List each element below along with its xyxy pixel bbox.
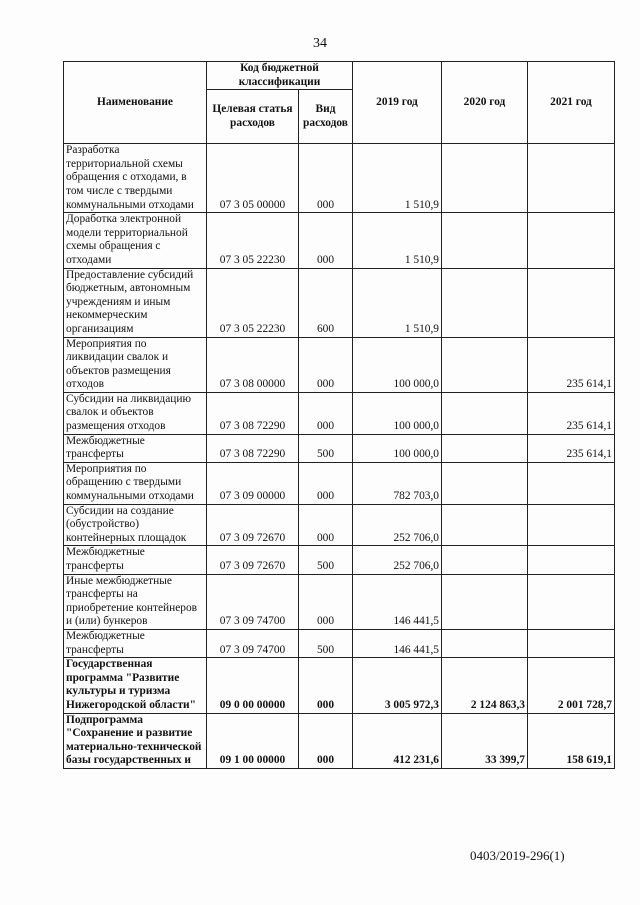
row-name-cell: Субсидии на ликвидацию свалок и объектов размещения отходов (64, 392, 207, 434)
row-name-cell: Межбюджетные трансферты (64, 629, 207, 657)
table-row (64, 629, 615, 657)
row-expense-type-cell: 500 (299, 546, 353, 574)
page-number: 34 (313, 36, 327, 51)
row-2019-cell: 1 510,9 (353, 213, 442, 268)
budget-table-body (64, 144, 615, 769)
row-2021-cell (528, 462, 615, 504)
header-year-2020: 2020 год (442, 62, 528, 144)
row-2020-cell: 33 399,7 (442, 713, 528, 768)
row-2019-cell: 100 000,0 (353, 337, 442, 392)
row-target-article-cell: 09 1 00 00000 (207, 713, 299, 768)
table-row (64, 268, 615, 337)
row-name-cell: Межбюджетные трансферты (64, 434, 207, 462)
row-expense-type-cell: 000 (299, 144, 353, 213)
row-target-article-cell: 07 3 09 74700 (207, 629, 299, 657)
header-year-2021: 2021 год (528, 62, 615, 144)
row-expense-type-cell: 000 (299, 392, 353, 434)
header-expense-type: Вид расходов (299, 90, 353, 144)
row-target-article-cell: 07 3 09 72670 (207, 504, 299, 546)
row-target-article-cell: 07 3 08 00000 (207, 337, 299, 392)
row-target-article-cell: 07 3 05 22230 (207, 268, 299, 337)
row-expense-type-cell: 000 (299, 658, 353, 713)
row-target-article-cell: 07 3 09 72670 (207, 546, 299, 574)
row-expense-type-cell: 500 (299, 629, 353, 657)
row-2021-cell: 235 614,1 (528, 337, 615, 392)
row-2020-cell (442, 213, 528, 268)
row-2019-cell: 782 703,0 (353, 462, 442, 504)
row-name-cell: Мероприятия по обращению с твердыми коммунальными отходами (64, 462, 207, 504)
row-2019-cell: 252 706,0 (353, 546, 442, 574)
row-2020-cell (442, 337, 528, 392)
row-expense-type-cell: 000 (299, 713, 353, 768)
table-row (64, 713, 615, 768)
row-2021-cell (528, 213, 615, 268)
row-expense-type-cell: 000 (299, 462, 353, 504)
row-2019-cell: 412 231,6 (353, 713, 442, 768)
row-2021-cell (528, 629, 615, 657)
row-2019-cell: 1 510,9 (353, 268, 442, 337)
table-row (64, 144, 615, 213)
table-row (64, 337, 615, 392)
row-name-cell: Мероприятия по ликвидации свалок и объектов размещения отходов (64, 337, 207, 392)
table-row (64, 213, 615, 268)
row-expense-type-cell: 000 (299, 504, 353, 546)
row-2019-cell: 146 441,5 (353, 629, 442, 657)
row-expense-type-cell: 600 (299, 268, 353, 337)
header-code-group: Код бюджетной классификации (207, 62, 353, 90)
table-row (64, 546, 615, 574)
document-code: 0403/2019-296(1) (470, 848, 565, 863)
row-target-article-cell: 07 3 05 22230 (207, 213, 299, 268)
row-expense-type-cell: 000 (299, 213, 353, 268)
row-2019-cell: 100 000,0 (353, 434, 442, 462)
row-2019-cell: 1 510,9 (353, 144, 442, 213)
row-2020-cell (442, 574, 528, 629)
row-2021-cell: 235 614,1 (528, 392, 615, 434)
row-name-cell: Разработка территориальной схемы обращения с отходами, в том числе с твердыми коммунальными отходами (64, 144, 207, 213)
table-row (64, 462, 615, 504)
row-2019-cell: 252 706,0 (353, 504, 442, 546)
row-name-cell: Государственная программа "Развитие культуры и туризма Нижегородской области" (64, 658, 207, 713)
row-name-cell: Межбюджетные трансферты (64, 546, 207, 574)
row-name-cell: Подпрограмма "Сохранение и развитие материально-технической базы государственных и (64, 713, 207, 768)
row-2019-cell: 100 000,0 (353, 392, 442, 434)
row-2020-cell (442, 462, 528, 504)
header-target-article: Целевая статья расходов (207, 90, 299, 144)
row-name-cell: Иные межбюджетные трансферты на приобретение контейнеров и (или) бункеров (64, 574, 207, 629)
row-2021-cell: 158 619,1 (528, 713, 615, 768)
row-2021-cell (528, 574, 615, 629)
row-2020-cell (442, 504, 528, 546)
header-year-2019: 2019 год (353, 62, 442, 144)
header-name: Наименование (64, 62, 207, 144)
row-2021-cell (528, 144, 615, 213)
table-row (64, 658, 615, 713)
row-target-article-cell: 07 3 09 74700 (207, 574, 299, 629)
row-name-cell: Субсидии на создание (обустройство) контейнерных площадок (64, 504, 207, 546)
row-target-article-cell: 07 3 08 72290 (207, 434, 299, 462)
row-2021-cell: 235 614,1 (528, 434, 615, 462)
row-expense-type-cell: 000 (299, 574, 353, 629)
row-2020-cell (442, 546, 528, 574)
row-2019-cell: 3 005 972,3 (353, 658, 442, 713)
row-2020-cell (442, 144, 528, 213)
table-row (64, 574, 615, 629)
row-2020-cell (442, 268, 528, 337)
budget-table (63, 61, 615, 769)
row-2020-cell (442, 434, 528, 462)
row-2020-cell (442, 629, 528, 657)
row-2020-cell: 2 124 863,3 (442, 658, 528, 713)
row-name-cell: Доработка электронной модели территориальной схемы обращения с отходами (64, 213, 207, 268)
row-2021-cell (528, 504, 615, 546)
row-expense-type-cell: 000 (299, 337, 353, 392)
table-row (64, 392, 615, 434)
table-row (64, 504, 615, 546)
row-target-article-cell: 09 0 00 00000 (207, 658, 299, 713)
row-2021-cell: 2 001 728,7 (528, 658, 615, 713)
row-2021-cell (528, 546, 615, 574)
row-2021-cell (528, 268, 615, 337)
row-target-article-cell: 07 3 08 72290 (207, 392, 299, 434)
row-expense-type-cell: 500 (299, 434, 353, 462)
row-target-article-cell: 07 3 09 00000 (207, 462, 299, 504)
row-2020-cell (442, 392, 528, 434)
row-target-article-cell: 07 3 05 00000 (207, 144, 299, 213)
row-2019-cell: 146 441,5 (353, 574, 442, 629)
row-name-cell: Предоставление субсидий бюджетным, автономным учреждениям и иным некоммерческим организациям (64, 268, 207, 337)
table-row (64, 434, 615, 462)
